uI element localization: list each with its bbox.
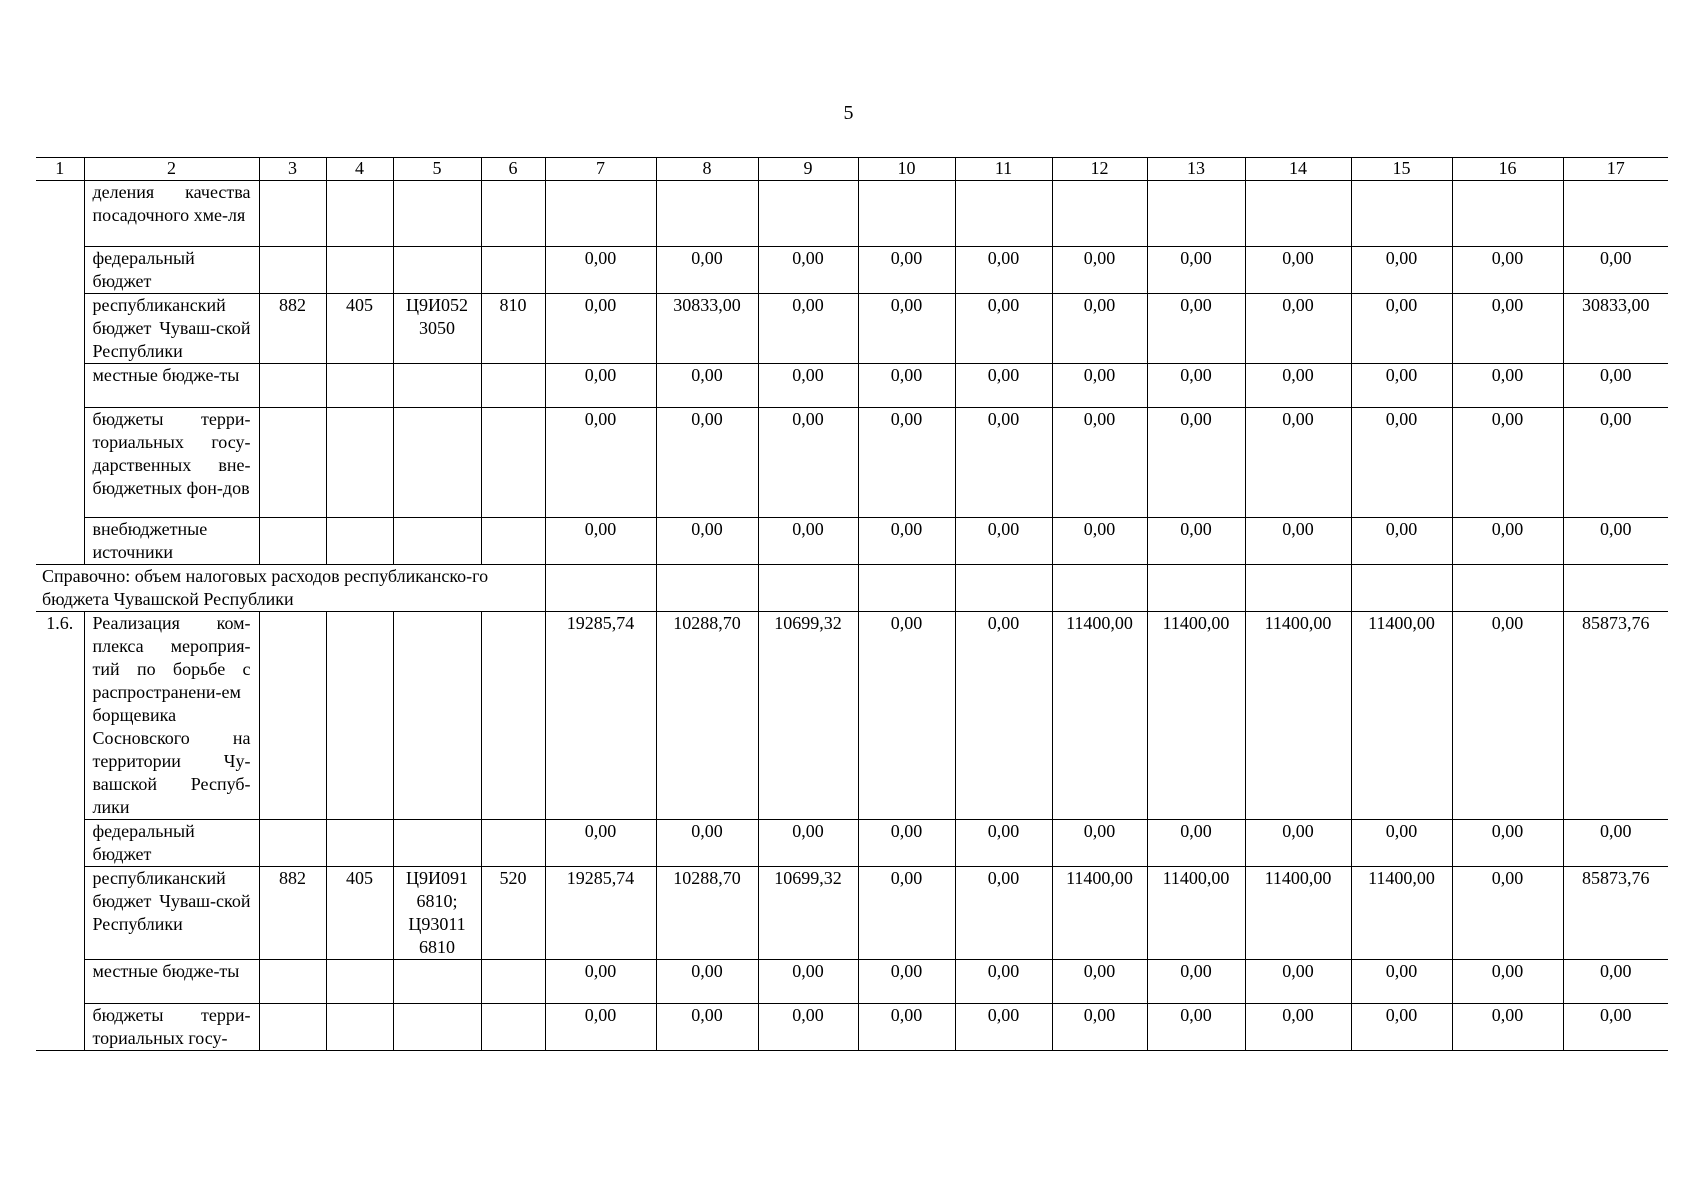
code-cell: 882	[259, 294, 326, 364]
value-cell: 85873,76	[1563, 867, 1668, 960]
table-row	[36, 1004, 1668, 1051]
value-cell: 0,00	[1245, 294, 1351, 364]
code-cell	[481, 247, 545, 294]
value-cell: 0,00	[1147, 294, 1245, 364]
table-row	[36, 867, 1668, 960]
reference-note-row	[36, 565, 1668, 612]
value-cell: 0,00	[858, 612, 955, 820]
value-cell: 0,00	[955, 247, 1052, 294]
value-cell: 0,00	[1452, 1004, 1563, 1051]
value-cell: 0,00	[545, 820, 656, 867]
code-cell: 520	[481, 867, 545, 960]
value-cell: 0,00	[1452, 820, 1563, 867]
value-cell: 0,00	[1052, 247, 1147, 294]
code-cell	[393, 518, 481, 565]
value-cell: 0,00	[955, 1004, 1052, 1051]
value-cell: 0,00	[1351, 408, 1452, 518]
item-name-cell: бюджеты терри-ториальных госу-дарственных вне-бюджетных фон-дов	[84, 408, 259, 518]
value-cell: 0,00	[955, 408, 1052, 518]
value-cell: 0,00	[1452, 867, 1563, 960]
item-name-cell: местные бюдже-ты	[84, 960, 259, 1004]
value-cell: 0,00	[1147, 1004, 1245, 1051]
value-cell	[1351, 565, 1452, 612]
value-cell: 0,00	[1052, 820, 1147, 867]
value-cell: 11400,00	[1052, 612, 1147, 820]
column-number: 2	[84, 158, 259, 181]
value-cell: 0,00	[758, 408, 858, 518]
value-cell: 11400,00	[1351, 867, 1452, 960]
value-cell: 0,00	[758, 364, 858, 408]
item-number-cell	[36, 247, 84, 294]
code-cell	[326, 612, 393, 820]
reference-note: Справочно: объем налоговых расходов республиканско-го бюджета Чувашской Республики	[36, 565, 545, 612]
value-cell: 0,00	[656, 1004, 758, 1051]
value-cell: 0,00	[1563, 1004, 1668, 1051]
table-row	[36, 364, 1668, 408]
column-number: 3	[259, 158, 326, 181]
value-cell: 0,00	[1351, 247, 1452, 294]
value-cell: 0,00	[1351, 1004, 1452, 1051]
value-cell: 0,00	[758, 820, 858, 867]
value-cell: 0,00	[858, 364, 955, 408]
value-cell	[758, 181, 858, 247]
code-cell	[259, 364, 326, 408]
value-cell: 0,00	[656, 364, 758, 408]
value-cell: 19285,74	[545, 867, 656, 960]
value-cell: 11400,00	[1147, 867, 1245, 960]
item-name-cell: республиканский бюджет Чуваш-ской Республики	[84, 867, 259, 960]
value-cell: 0,00	[858, 1004, 955, 1051]
value-cell: 10288,70	[656, 612, 758, 820]
value-cell: 0,00	[1351, 364, 1452, 408]
value-cell: 0,00	[1351, 960, 1452, 1004]
item-number-cell	[36, 364, 84, 408]
code-cell	[481, 960, 545, 1004]
value-cell	[1452, 565, 1563, 612]
value-cell: 0,00	[1052, 364, 1147, 408]
value-cell: 19285,74	[545, 612, 656, 820]
code-cell	[326, 1004, 393, 1051]
column-number: 12	[1052, 158, 1147, 181]
value-cell: 0,00	[656, 408, 758, 518]
code-cell	[481, 364, 545, 408]
value-cell: 0,00	[1563, 247, 1668, 294]
value-cell	[1052, 565, 1147, 612]
code-cell	[259, 181, 326, 247]
code-cell	[393, 247, 481, 294]
column-number: 13	[1147, 158, 1245, 181]
code-cell	[259, 1004, 326, 1051]
value-cell: 0,00	[1052, 294, 1147, 364]
table-row	[36, 820, 1668, 867]
item-name-cell: федеральный бюджет	[84, 247, 259, 294]
value-cell: 0,00	[1147, 247, 1245, 294]
value-cell: 0,00	[955, 820, 1052, 867]
code-cell: Ц9И052 3050	[393, 294, 481, 364]
item-name-cell: республиканский бюджет Чуваш-ской Республики	[84, 294, 259, 364]
value-cell: 0,00	[1052, 518, 1147, 565]
code-cell	[259, 960, 326, 1004]
column-number: 17	[1563, 158, 1668, 181]
page-number: 5	[843, 102, 854, 124]
budget-table	[36, 157, 1668, 1051]
value-cell	[758, 565, 858, 612]
code-cell	[393, 408, 481, 518]
value-cell: 10699,32	[758, 867, 858, 960]
item-name-cell: Реализация ком-плекса мероприя-тий по борьбе с распространени-ем борщевика Сосновского на территории Чу-вашской Респуб-лики	[84, 612, 259, 820]
item-name-cell: бюджеты терри-ториальных госу-	[84, 1004, 259, 1051]
value-cell: 0,00	[1452, 364, 1563, 408]
value-cell: 0,00	[1147, 518, 1245, 565]
code-cell	[393, 181, 481, 247]
value-cell: 0,00	[1452, 518, 1563, 565]
value-cell	[1147, 181, 1245, 247]
value-cell: 0,00	[1147, 364, 1245, 408]
column-number: 1	[36, 158, 84, 181]
value-cell	[1452, 181, 1563, 247]
column-number: 8	[656, 158, 758, 181]
item-number-cell	[36, 1004, 84, 1051]
value-cell: 0,00	[955, 867, 1052, 960]
value-cell	[656, 181, 758, 247]
code-cell: 405	[326, 867, 393, 960]
table-body	[36, 158, 1668, 1051]
item-number-cell: 1.6.	[36, 612, 84, 820]
value-cell: 0,00	[656, 960, 758, 1004]
value-cell: 0,00	[1452, 408, 1563, 518]
value-cell	[656, 565, 758, 612]
value-cell: 0,00	[545, 960, 656, 1004]
value-cell: 0,00	[955, 294, 1052, 364]
code-cell	[481, 612, 545, 820]
value-cell: 11400,00	[1351, 612, 1452, 820]
value-cell: 11400,00	[1245, 612, 1351, 820]
value-cell: 0,00	[545, 518, 656, 565]
value-cell	[1245, 565, 1351, 612]
value-cell: 10288,70	[656, 867, 758, 960]
item-number-cell	[36, 518, 84, 565]
code-cell	[481, 518, 545, 565]
item-name-cell: местные бюдже-ты	[84, 364, 259, 408]
code-cell	[393, 612, 481, 820]
value-cell: 0,00	[545, 364, 656, 408]
item-name-cell: деления качества посадочного хме-ля	[84, 181, 259, 247]
value-cell: 0,00	[656, 518, 758, 565]
value-cell: 0,00	[1245, 1004, 1351, 1051]
value-cell: 0,00	[1563, 408, 1668, 518]
code-cell	[326, 408, 393, 518]
code-cell	[481, 820, 545, 867]
value-cell: 0,00	[1147, 820, 1245, 867]
column-number: 11	[955, 158, 1052, 181]
code-cell	[259, 820, 326, 867]
value-cell	[545, 565, 656, 612]
value-cell: 0,00	[1147, 408, 1245, 518]
value-cell: 0,00	[858, 820, 955, 867]
code-cell	[326, 364, 393, 408]
value-cell	[955, 565, 1052, 612]
item-number-cell	[36, 820, 84, 867]
value-cell: 0,00	[1351, 294, 1452, 364]
value-cell: 11400,00	[1147, 612, 1245, 820]
column-number: 4	[326, 158, 393, 181]
code-cell	[259, 247, 326, 294]
value-cell: 0,00	[545, 1004, 656, 1051]
value-cell: 0,00	[1052, 960, 1147, 1004]
column-number-row	[36, 158, 1668, 181]
value-cell: 0,00	[1245, 364, 1351, 408]
code-cell	[393, 1004, 481, 1051]
value-cell: 0,00	[656, 820, 758, 867]
table-row	[36, 247, 1668, 294]
value-cell: 0,00	[1563, 364, 1668, 408]
value-cell: 0,00	[758, 1004, 858, 1051]
value-cell: 0,00	[955, 518, 1052, 565]
value-cell: 0,00	[858, 294, 955, 364]
value-cell: 0,00	[1452, 612, 1563, 820]
value-cell: 0,00	[1563, 820, 1668, 867]
code-cell: 405	[326, 294, 393, 364]
item-name-cell: внебюджетные источники	[84, 518, 259, 565]
item-number-cell	[36, 294, 84, 364]
column-number: 7	[545, 158, 656, 181]
code-cell: 882	[259, 867, 326, 960]
code-cell	[259, 518, 326, 565]
value-cell: 85873,76	[1563, 612, 1668, 820]
value-cell	[545, 181, 656, 247]
value-cell	[1147, 565, 1245, 612]
table-row	[36, 612, 1668, 820]
code-cell: Ц9И091 6810; Ц93011 6810	[393, 867, 481, 960]
code-cell	[393, 960, 481, 1004]
value-cell: 30833,00	[656, 294, 758, 364]
value-cell: 0,00	[1147, 960, 1245, 1004]
value-cell: 0,00	[1452, 294, 1563, 364]
code-cell	[259, 612, 326, 820]
value-cell	[1563, 565, 1668, 612]
column-number: 16	[1452, 158, 1563, 181]
code-cell	[393, 820, 481, 867]
value-cell: 0,00	[1452, 247, 1563, 294]
item-number-cell	[36, 867, 84, 960]
code-cell	[481, 1004, 545, 1051]
value-cell: 0,00	[955, 960, 1052, 1004]
column-number: 6	[481, 158, 545, 181]
value-cell: 11400,00	[1052, 867, 1147, 960]
code-cell	[326, 181, 393, 247]
value-cell: 0,00	[758, 247, 858, 294]
value-cell: 0,00	[545, 294, 656, 364]
code-cell	[393, 364, 481, 408]
table-row	[36, 294, 1668, 364]
value-cell: 0,00	[545, 408, 656, 518]
value-cell: 0,00	[1351, 820, 1452, 867]
value-cell	[858, 181, 955, 247]
item-name-cell: федеральный бюджет	[84, 820, 259, 867]
value-cell	[1563, 181, 1668, 247]
column-number: 14	[1245, 158, 1351, 181]
value-cell: 0,00	[858, 867, 955, 960]
value-cell	[858, 565, 955, 612]
value-cell: 0,00	[955, 364, 1052, 408]
value-cell: 0,00	[1351, 518, 1452, 565]
value-cell: 0,00	[1245, 518, 1351, 565]
value-cell: 0,00	[656, 247, 758, 294]
code-cell	[326, 820, 393, 867]
item-number-cell	[36, 960, 84, 1004]
code-cell	[259, 408, 326, 518]
value-cell: 30833,00	[1563, 294, 1668, 364]
code-cell	[481, 408, 545, 518]
value-cell: 0,00	[1052, 408, 1147, 518]
table-row	[36, 960, 1668, 1004]
value-cell: 0,00	[858, 518, 955, 565]
table-row	[36, 518, 1668, 565]
table-row	[36, 181, 1668, 247]
value-cell: 0,00	[758, 518, 858, 565]
value-cell	[1351, 181, 1452, 247]
value-cell: 0,00	[1245, 820, 1351, 867]
column-number: 10	[858, 158, 955, 181]
value-cell: 0,00	[758, 960, 858, 1004]
value-cell	[955, 181, 1052, 247]
item-number-cell	[36, 181, 84, 247]
value-cell	[1245, 181, 1351, 247]
code-cell	[481, 181, 545, 247]
table-row	[36, 408, 1668, 518]
value-cell: 10699,32	[758, 612, 858, 820]
value-cell: 0,00	[858, 247, 955, 294]
value-cell	[1052, 181, 1147, 247]
value-cell: 0,00	[1563, 518, 1668, 565]
value-cell: 0,00	[858, 408, 955, 518]
value-cell: 0,00	[1245, 960, 1351, 1004]
value-cell: 0,00	[1245, 408, 1351, 518]
value-cell: 0,00	[758, 294, 858, 364]
code-cell	[326, 247, 393, 294]
column-number: 15	[1351, 158, 1452, 181]
value-cell: 0,00	[545, 247, 656, 294]
column-number: 9	[758, 158, 858, 181]
column-number: 5	[393, 158, 481, 181]
value-cell: 0,00	[1452, 960, 1563, 1004]
item-number-cell	[36, 408, 84, 518]
value-cell: 0,00	[1052, 1004, 1147, 1051]
value-cell: 0,00	[1245, 247, 1351, 294]
value-cell: 0,00	[955, 612, 1052, 820]
code-cell	[326, 518, 393, 565]
code-cell	[326, 960, 393, 1004]
code-cell: 810	[481, 294, 545, 364]
value-cell: 11400,00	[1245, 867, 1351, 960]
value-cell: 0,00	[858, 960, 955, 1004]
value-cell: 0,00	[1563, 960, 1668, 1004]
